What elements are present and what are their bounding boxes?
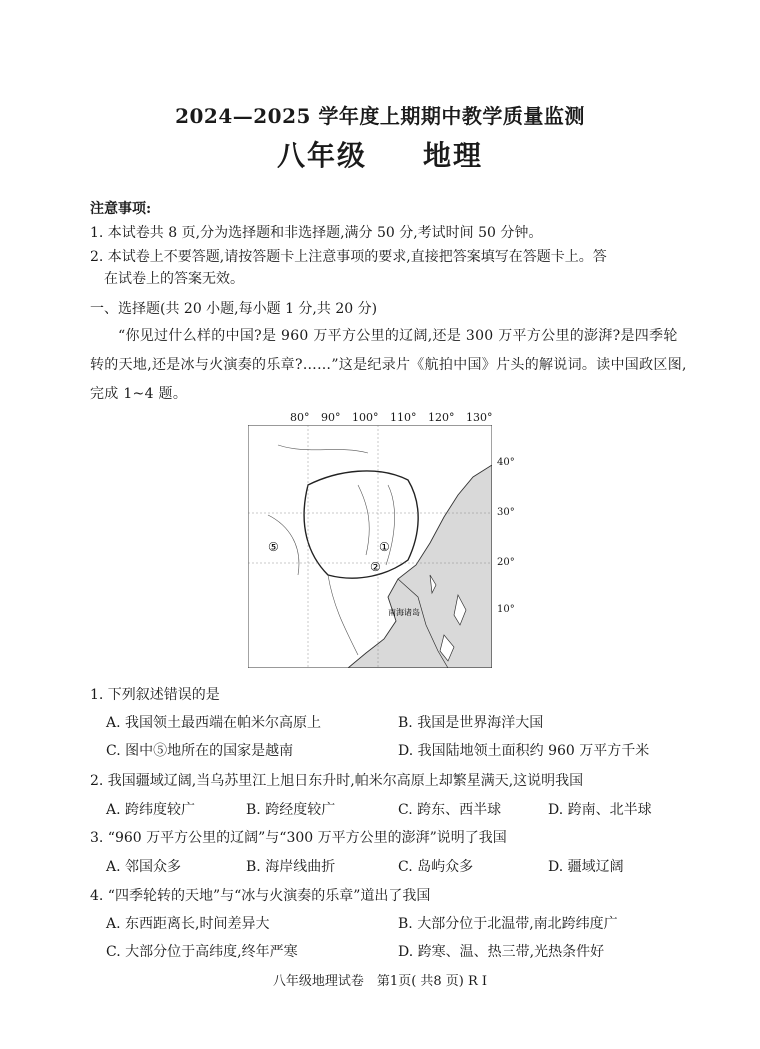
- question-4-option-b: B. 大部分位于北温带,南北跨纬度广: [398, 916, 618, 932]
- question-3-option-a: A. 邻国众多: [106, 859, 182, 875]
- marker-1: ①: [379, 540, 390, 554]
- latitude-label: 30°: [497, 507, 515, 518]
- question-2-option-c: C. 跨东、西半球: [398, 802, 502, 818]
- note-item-1: 1. 本试卷共 8 页,分为选择题和非选择题,满分 50 分,考试时间 50 分钟。: [90, 225, 543, 241]
- note-item-2-line-1: 2. 本试卷上不要答题,请按答题卡上注意事项的要求,直接把答案填写在答题卡上。答: [90, 249, 607, 265]
- question-3-option-d: D. 疆域辽阔: [548, 859, 624, 875]
- question-1-option-b: B. 我国是世界海洋大国: [398, 715, 544, 731]
- china-political-map: [248, 425, 492, 668]
- exam-title: 2024—2025 学年度上期期中教学质量监测: [175, 104, 585, 128]
- question-2-option-b: B. 跨经度较广: [246, 802, 336, 818]
- longitude-label: 80°: [290, 411, 310, 424]
- notes-heading: 注意事项:: [90, 201, 152, 217]
- note-item-2-line-2: 在试卷上的答案无效。: [104, 271, 244, 287]
- question-3-option-c: C. 岛屿众多: [398, 859, 474, 875]
- question-4-option-d: D. 跨寒、温、热三带,光热条件好: [398, 944, 605, 960]
- question-3-option-b: B. 海岸线曲折: [246, 859, 336, 875]
- latitude-label: 20°: [497, 557, 515, 568]
- question-2-option-d: D. 跨南、北半球: [548, 802, 652, 818]
- longitude-label: 100°: [352, 411, 379, 424]
- longitude-labels: [290, 411, 501, 424]
- question-1-option-c: C. 图中⑤地所在的国家是越南: [106, 743, 294, 759]
- page-footer: 八年级地理试卷 第1页( 共8 页) R I: [272, 974, 488, 989]
- latitude-label: 40°: [497, 457, 515, 468]
- question-2-option-a: A. 跨纬度较广: [106, 802, 196, 818]
- question-1-option-a: A. 我国领土最西端在帕米尔高原上: [106, 715, 322, 731]
- question-1-option-d: D. 我国陆地领土面积约 960 万平方千米: [398, 743, 650, 759]
- question-4-option-c: C. 大部分位于高纬度,终年严寒: [106, 944, 298, 960]
- map-island-label: 南海诸岛: [388, 608, 420, 617]
- question-1-stem: 1. 下列叙述错误的是: [90, 687, 220, 703]
- question-4-stem: 4. “四季轮转的天地”与“冰与火演奏的乐章”道出了我国: [90, 888, 431, 904]
- longitude-label: 120°: [428, 411, 455, 424]
- longitude-label: 130°: [466, 411, 493, 424]
- section-heading: 一、选择题(共 20 小题,每小题 1 分,共 20 分): [90, 301, 378, 317]
- exam-subtitle: [0, 134, 760, 174]
- question-2-stem: 2. 我国疆域辽阔,当乌苏里江上旭日东升时,帕米尔高原上却繁星满天,这说明我国: [90, 773, 584, 789]
- latitude-label: 10°: [497, 604, 515, 615]
- marker-2: ②: [370, 560, 381, 574]
- longitude-label: 110°: [390, 411, 417, 424]
- longitude-label: 90°: [321, 411, 341, 424]
- subtitle-subject: 地理: [423, 139, 484, 172]
- question-4-option-a: A. 东西距离长,时间差异大: [106, 916, 270, 932]
- marker-5: ⑤: [268, 540, 279, 554]
- question-3-stem: 3. “960 万平方公里的辽阔”与“300 万平方公里的澎湃”说明了我国: [90, 830, 507, 846]
- intro-paragraph: “你见过什么样的中国?是 960 万平方公里的辽阔,还是 300 万平方公里的澎湃?是四季轮转的天地,还是冰与火演奏的乐章?……”这是纪录片《航拍中国》片头的解说词。读中国政区图,完成 1~4 题。: [90, 328, 687, 402]
- subtitle-grade: 八年级: [276, 139, 367, 172]
